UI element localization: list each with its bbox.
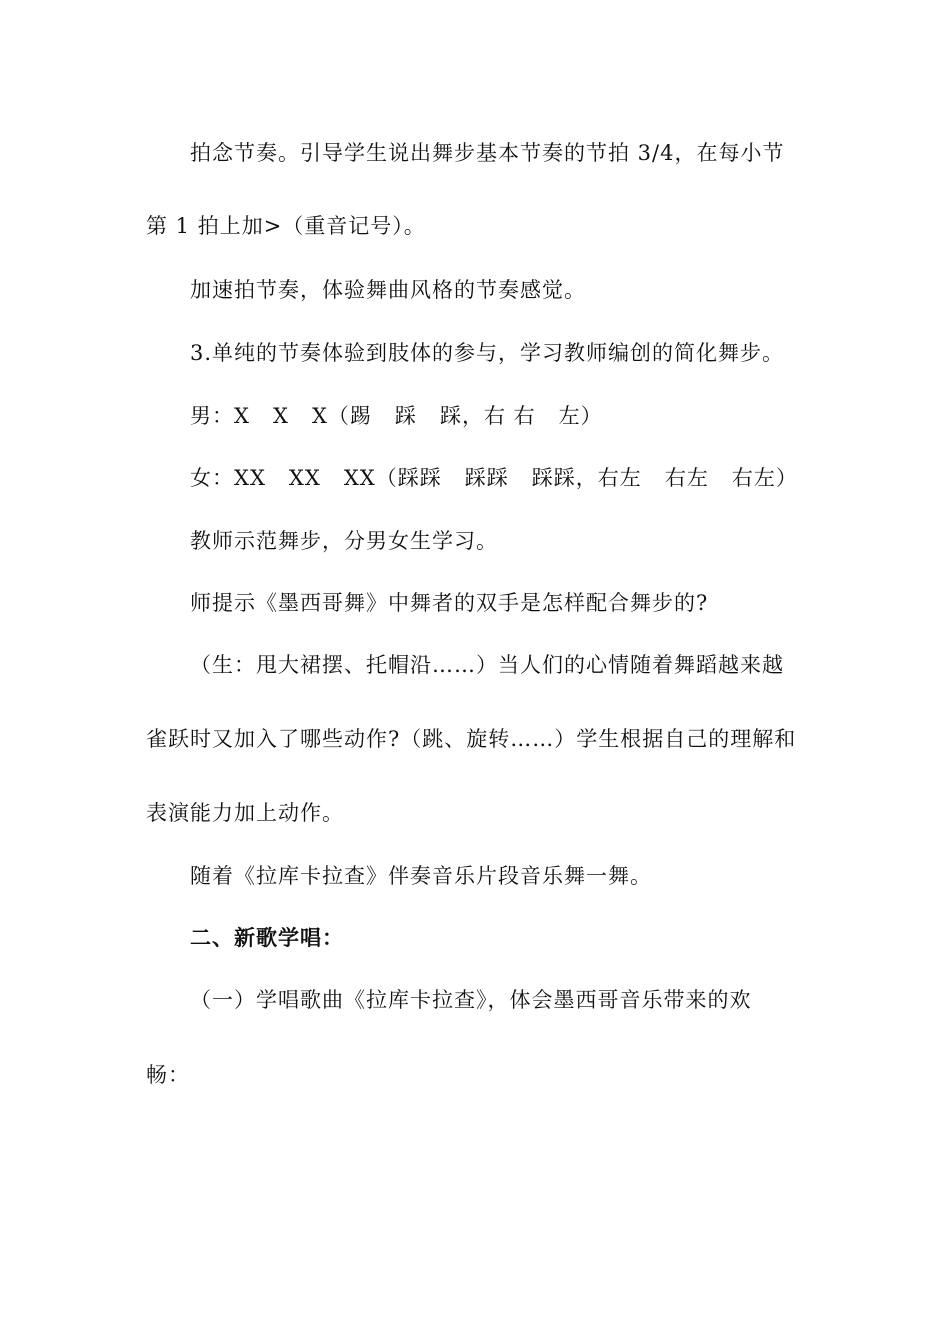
paragraph-line-3: 加速拍节奏，体验舞曲风格的节奏感觉。 [190,278,586,302]
paragraph-line-9: （生：甩大裙摆、托帽沿……）当人们的心情随着舞蹈越来越 [190,653,784,677]
paragraph-line-2: 第 1 拍上加>（重音记号）。 [146,214,426,238]
section-heading: 二、新歌学唱： [190,925,344,950]
paragraph-line-1: 拍念节奏。引导学生说出舞步基本节奏的节拍 3/4，在每小节 [190,141,785,165]
paragraph-line-11: 表演能力加上动作。 [146,801,344,825]
paragraph-line-15: 畅： [146,1063,190,1087]
paragraph-line-5: 男：X X X（踢 踩 踩，右 右 左） [190,404,603,428]
paragraph-line-12: 随着《拉库卡拉查》伴奏音乐片段音乐舞一舞。 [190,864,652,888]
paragraph-line-8: 师提示《墨西哥舞》中舞者的双手是怎样配合舞步的? [190,591,709,615]
paragraph-line-10: 雀跃时又加入了哪些动作?（跳、旋转……）学生根据自己的理解和 [146,727,797,751]
paragraph-line-14: （一）学唱歌曲《拉库卡拉查》，体会墨西哥音乐带来的欢 [190,988,752,1012]
paragraph-line-7: 教师示范舞步，分男女生学习。 [190,529,498,553]
paragraph-line-4: 3.单纯的节奏体验到肢体的参与，学习教师编创的简化舞步。 [190,341,785,365]
paragraph-line-6: 女：XX XX XX（踩踩 踩踩 踩踩，右左 右左 右左） [190,466,798,490]
